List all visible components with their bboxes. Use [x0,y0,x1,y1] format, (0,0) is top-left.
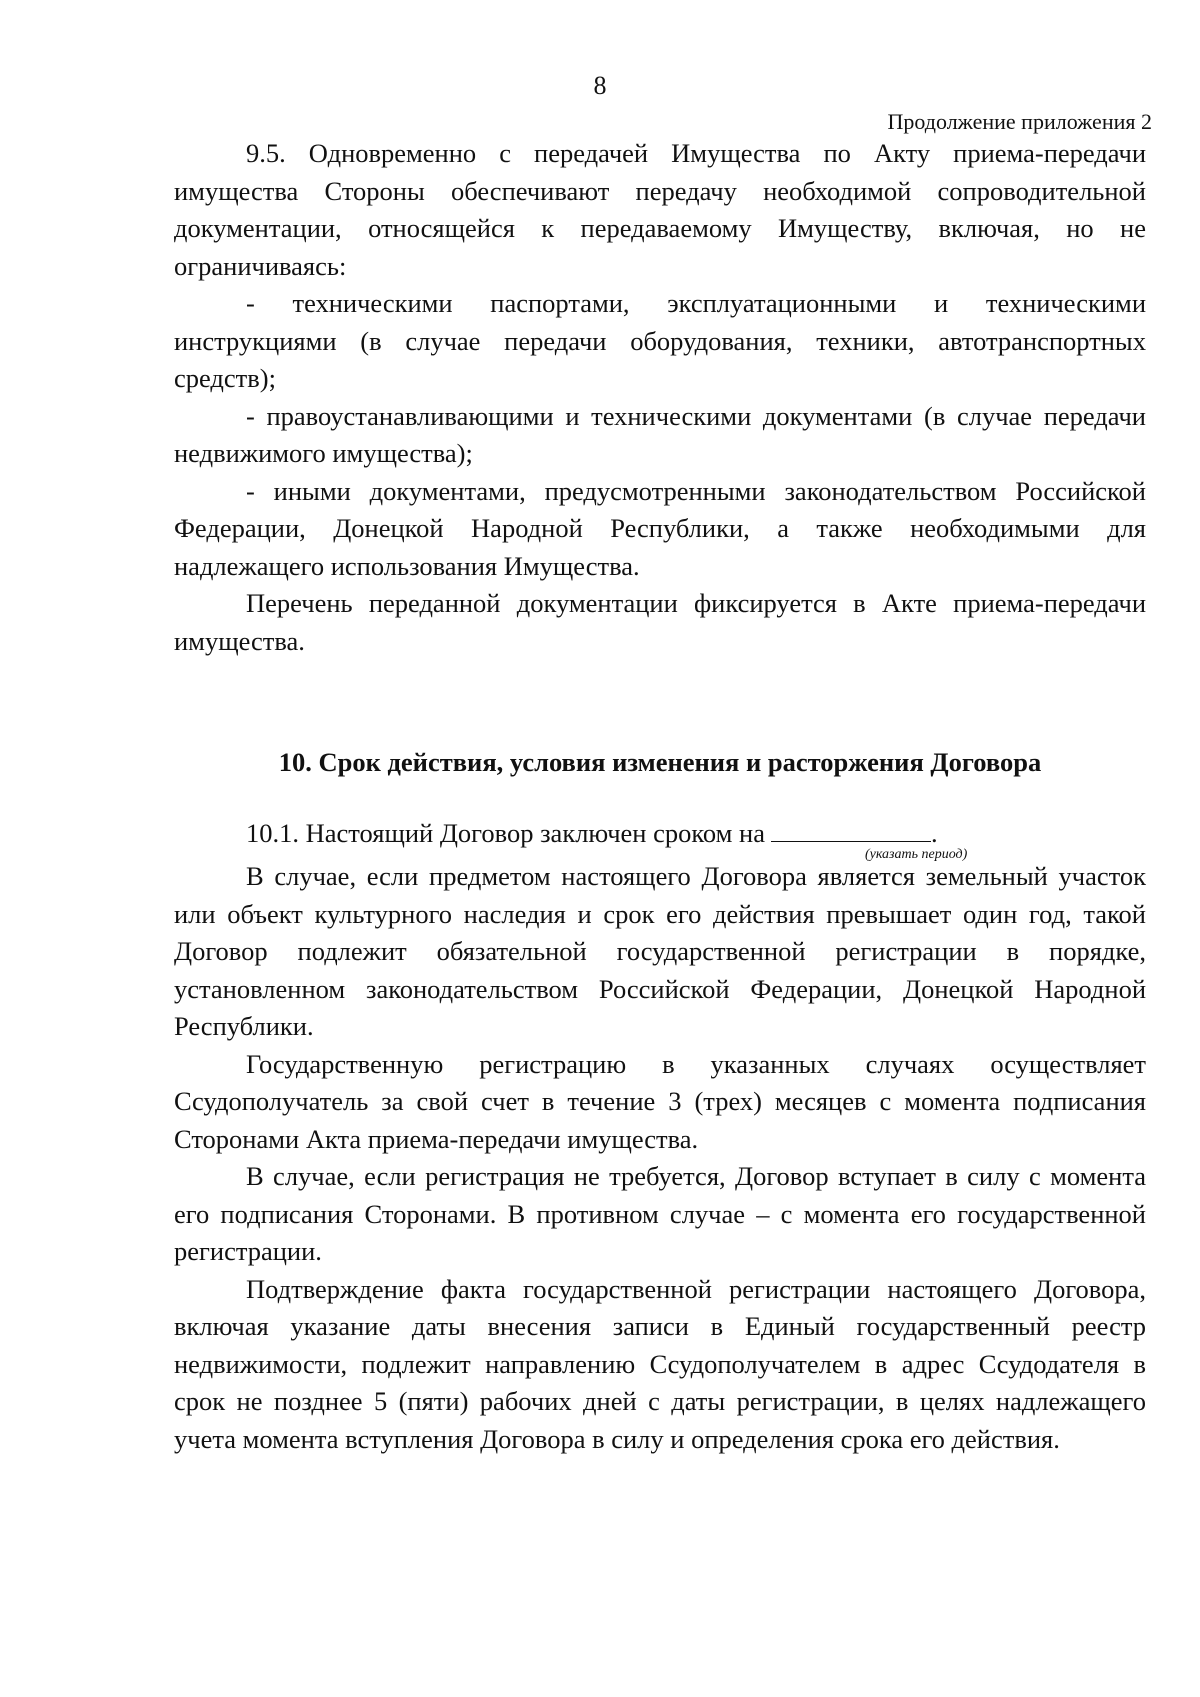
registration-confirmation: Подтверждение факта государственной регистрации настоящего Договора, включая указание даты внесения записи в Единый государственный реестр недвижимости, подлежит направлению Ссудополучателем в адрес Ссудодателя в срок не позднее 5 (пяти) рабочих дней с даты регистрации, в целях надлежащего учета момента вступления Договора в силу и определения срока его действия. [174,1273,1146,1454]
entry-into-force: В случае, если регистрация не требуется, Договор вступает в силу с момента его подписания Сторонами. В противном случае – с момента его государственной регистрации. [174,1161,1146,1266]
registration-responsibility: Государственную регистрацию в указанных случаях осуществляет Ссудополучатель за свой счет в течение 3 (трех) месяцев с момента подписания Сторонами Акта приема-передачи имущества. [174,1048,1146,1154]
clause-10-1-end: . [930,817,938,848]
clause-10-1-text: 10.1. Настоящий Договор заключен сроком на [246,817,765,848]
clause-10-1 [174,815,1146,862]
document-body [174,135,1146,1458]
term-blank-hint: (указать период) [864,846,968,862]
page-number: 8 [593,71,607,100]
list-item-title-documents: - правоустанавливающими и техническими документами (в случае передачи недвижимого имущества); [174,400,1146,468]
list-item-other-documents: - иными документами, предусмотренными законодательством Российской Федерации, Донецкой Народной Республики, а также необходимыми для надлежащего использования Имущества. [174,475,1146,581]
running-header: Продолжение приложения 2 [887,109,1152,134]
list-item-passports: - техническими паспортами, эксплуатационными и техническими инструкциями (в случае передачи оборудования, техники, автотранспортных средств); [174,288,1146,393]
clause-9-5: 9.5. Одновременно с передачей Имущества по Акту приема-передачи имущества Стороны обеспечивают передачу необходимой сопроводительной документации, относящейся к передаваемому Имуществу, включая, но не ограничиваясь: [174,138,1146,281]
term-blank-field [771,819,968,862]
documentation-list-note: Перечень переданной документации фиксируется в Акте приема-передачи имущества. [174,588,1146,656]
section-10-heading: 10. Срок действия, условия изменения и расторжения Договора [278,747,1042,777]
registration-requirement: В случае, если предметом настоящего Договора является земельный участок или объект культурного наследия и срок его действия превышает один год, такой Договор подлежит обязательной государственной регистрации в порядке, установленном законодательством Российской Федерации, Донецкой Народной Республики. [174,861,1146,1041]
